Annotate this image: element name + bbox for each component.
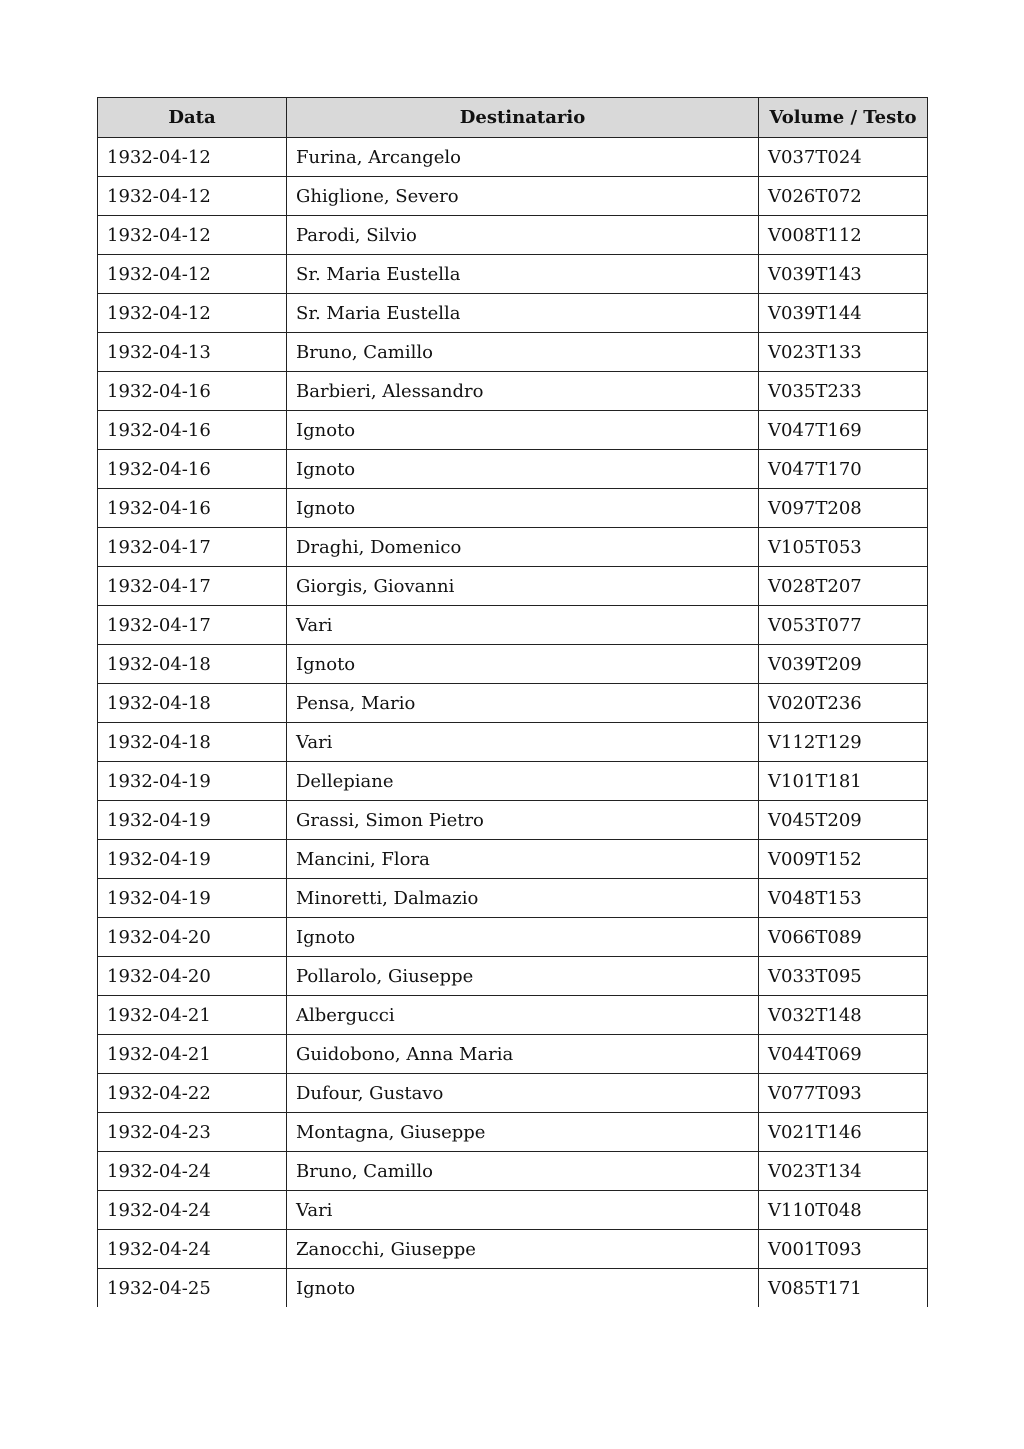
- volume-text-cell: V037T024: [759, 138, 928, 177]
- table-row: [98, 489, 928, 528]
- table-row: [98, 1230, 928, 1269]
- date-cell: 1932-04-21: [98, 1035, 287, 1074]
- date-cell: 1932-04-24: [98, 1191, 287, 1230]
- recipient-cell: Mancini, Flora: [287, 840, 759, 879]
- table-row: [98, 1113, 928, 1152]
- table-row: [98, 879, 928, 918]
- date-cell: 1932-04-13: [98, 333, 287, 372]
- date-cell: 1932-04-12: [98, 255, 287, 294]
- date-cell: 1932-04-20: [98, 918, 287, 957]
- date-cell: 1932-04-19: [98, 840, 287, 879]
- recipient-cell: Albergucci: [287, 996, 759, 1035]
- column-header-date: Data: [98, 98, 287, 138]
- table-row: [98, 411, 928, 450]
- volume-text-cell: V045T209: [759, 801, 928, 840]
- volume-text-cell: V026T072: [759, 177, 928, 216]
- recipient-cell: Ignoto: [287, 1269, 759, 1308]
- date-cell: 1932-04-12: [98, 177, 287, 216]
- recipient-cell: Grassi, Simon Pietro: [287, 801, 759, 840]
- recipient-cell: Ignoto: [287, 450, 759, 489]
- date-cell: 1932-04-16: [98, 372, 287, 411]
- table-row: [98, 567, 928, 606]
- table-row: [98, 294, 928, 333]
- recipient-cell: Bruno, Camillo: [287, 1152, 759, 1191]
- date-cell: 1932-04-17: [98, 606, 287, 645]
- table-row: [98, 840, 928, 879]
- recipient-cell: Vari: [287, 1191, 759, 1230]
- volume-text-cell: V047T170: [759, 450, 928, 489]
- column-header-recipient: Destinatario: [287, 98, 759, 138]
- volume-text-cell: V023T134: [759, 1152, 928, 1191]
- volume-text-cell: V044T069: [759, 1035, 928, 1074]
- date-cell: 1932-04-18: [98, 684, 287, 723]
- table-row: [98, 1035, 928, 1074]
- table-row: [98, 996, 928, 1035]
- recipient-cell: Ignoto: [287, 489, 759, 528]
- recipient-cell: Sr. Maria Eustella: [287, 294, 759, 333]
- table-row: [98, 762, 928, 801]
- date-cell: 1932-04-25: [98, 1269, 287, 1308]
- volume-text-cell: V039T144: [759, 294, 928, 333]
- recipient-cell: Vari: [287, 606, 759, 645]
- volume-text-cell: V028T207: [759, 567, 928, 606]
- letters-table: [97, 97, 928, 1307]
- recipient-cell: Ignoto: [287, 645, 759, 684]
- recipient-cell: Guidobono, Anna Maria: [287, 1035, 759, 1074]
- recipient-cell: Pensa, Mario: [287, 684, 759, 723]
- table-row: [98, 723, 928, 762]
- date-cell: 1932-04-24: [98, 1230, 287, 1269]
- recipient-cell: Giorgis, Giovanni: [287, 567, 759, 606]
- recipient-cell: Vari: [287, 723, 759, 762]
- table-row: [98, 216, 928, 255]
- volume-text-cell: V097T208: [759, 489, 928, 528]
- volume-text-cell: V023T133: [759, 333, 928, 372]
- date-cell: 1932-04-19: [98, 879, 287, 918]
- volume-text-cell: V039T209: [759, 645, 928, 684]
- volume-text-cell: V085T171: [759, 1269, 928, 1308]
- table-row: [98, 372, 928, 411]
- date-cell: 1932-04-12: [98, 216, 287, 255]
- date-cell: 1932-04-19: [98, 801, 287, 840]
- date-cell: 1932-04-16: [98, 411, 287, 450]
- recipient-cell: Draghi, Domenico: [287, 528, 759, 567]
- volume-text-cell: V110T048: [759, 1191, 928, 1230]
- date-cell: 1932-04-12: [98, 138, 287, 177]
- date-cell: 1932-04-12: [98, 294, 287, 333]
- recipient-cell: Montagna, Giuseppe: [287, 1113, 759, 1152]
- recipient-cell: Ignoto: [287, 918, 759, 957]
- date-cell: 1932-04-17: [98, 567, 287, 606]
- volume-text-cell: V033T095: [759, 957, 928, 996]
- volume-text-cell: V047T169: [759, 411, 928, 450]
- date-cell: 1932-04-18: [98, 723, 287, 762]
- volume-text-cell: V032T148: [759, 996, 928, 1035]
- table-row: [98, 1269, 928, 1308]
- table-row: [98, 918, 928, 957]
- recipient-cell: Zanocchi, Giuseppe: [287, 1230, 759, 1269]
- recipient-cell: Bruno, Camillo: [287, 333, 759, 372]
- volume-text-cell: V020T236: [759, 684, 928, 723]
- table-row: [98, 177, 928, 216]
- date-cell: 1932-04-18: [98, 645, 287, 684]
- date-cell: 1932-04-16: [98, 450, 287, 489]
- volume-text-cell: V039T143: [759, 255, 928, 294]
- table-row: [98, 606, 928, 645]
- column-header-volume-text: Volume / Testo: [759, 98, 928, 138]
- table-row: [98, 684, 928, 723]
- volume-text-cell: V001T093: [759, 1230, 928, 1269]
- date-cell: 1932-04-16: [98, 489, 287, 528]
- volume-text-cell: V077T093: [759, 1074, 928, 1113]
- table-row: [98, 450, 928, 489]
- recipient-cell: Sr. Maria Eustella: [287, 255, 759, 294]
- volume-text-cell: V008T112: [759, 216, 928, 255]
- header-row: [98, 98, 928, 138]
- volume-text-cell: V009T152: [759, 840, 928, 879]
- date-cell: 1932-04-17: [98, 528, 287, 567]
- volume-text-cell: V021T146: [759, 1113, 928, 1152]
- recipient-cell: Pollarolo, Giuseppe: [287, 957, 759, 996]
- recipient-cell: Furina, Arcangelo: [287, 138, 759, 177]
- volume-text-cell: V066T089: [759, 918, 928, 957]
- recipient-cell: Ghiglione, Severo: [287, 177, 759, 216]
- volume-text-cell: V101T181: [759, 762, 928, 801]
- recipient-cell: Barbieri, Alessandro: [287, 372, 759, 411]
- table-row: [98, 138, 928, 177]
- volume-text-cell: V048T153: [759, 879, 928, 918]
- document-page: [97, 97, 927, 1307]
- volume-text-cell: V053T077: [759, 606, 928, 645]
- recipient-cell: Minoretti, Dalmazio: [287, 879, 759, 918]
- date-cell: 1932-04-20: [98, 957, 287, 996]
- recipient-cell: Ignoto: [287, 411, 759, 450]
- table-row: [98, 1191, 928, 1230]
- recipient-cell: Parodi, Silvio: [287, 216, 759, 255]
- table-row: [98, 1152, 928, 1191]
- volume-text-cell: V112T129: [759, 723, 928, 762]
- volume-text-cell: V105T053: [759, 528, 928, 567]
- table-row: [98, 255, 928, 294]
- table-row: [98, 528, 928, 567]
- recipient-cell: Dellepiane: [287, 762, 759, 801]
- table-row: [98, 801, 928, 840]
- table-row: [98, 957, 928, 996]
- table-row: [98, 1074, 928, 1113]
- date-cell: 1932-04-24: [98, 1152, 287, 1191]
- table-row: [98, 645, 928, 684]
- table-header: [98, 98, 928, 138]
- date-cell: 1932-04-22: [98, 1074, 287, 1113]
- date-cell: 1932-04-19: [98, 762, 287, 801]
- date-cell: 1932-04-21: [98, 996, 287, 1035]
- date-cell: 1932-04-23: [98, 1113, 287, 1152]
- table-row: [98, 333, 928, 372]
- volume-text-cell: V035T233: [759, 372, 928, 411]
- table-body: [98, 138, 928, 1308]
- recipient-cell: Dufour, Gustavo: [287, 1074, 759, 1113]
